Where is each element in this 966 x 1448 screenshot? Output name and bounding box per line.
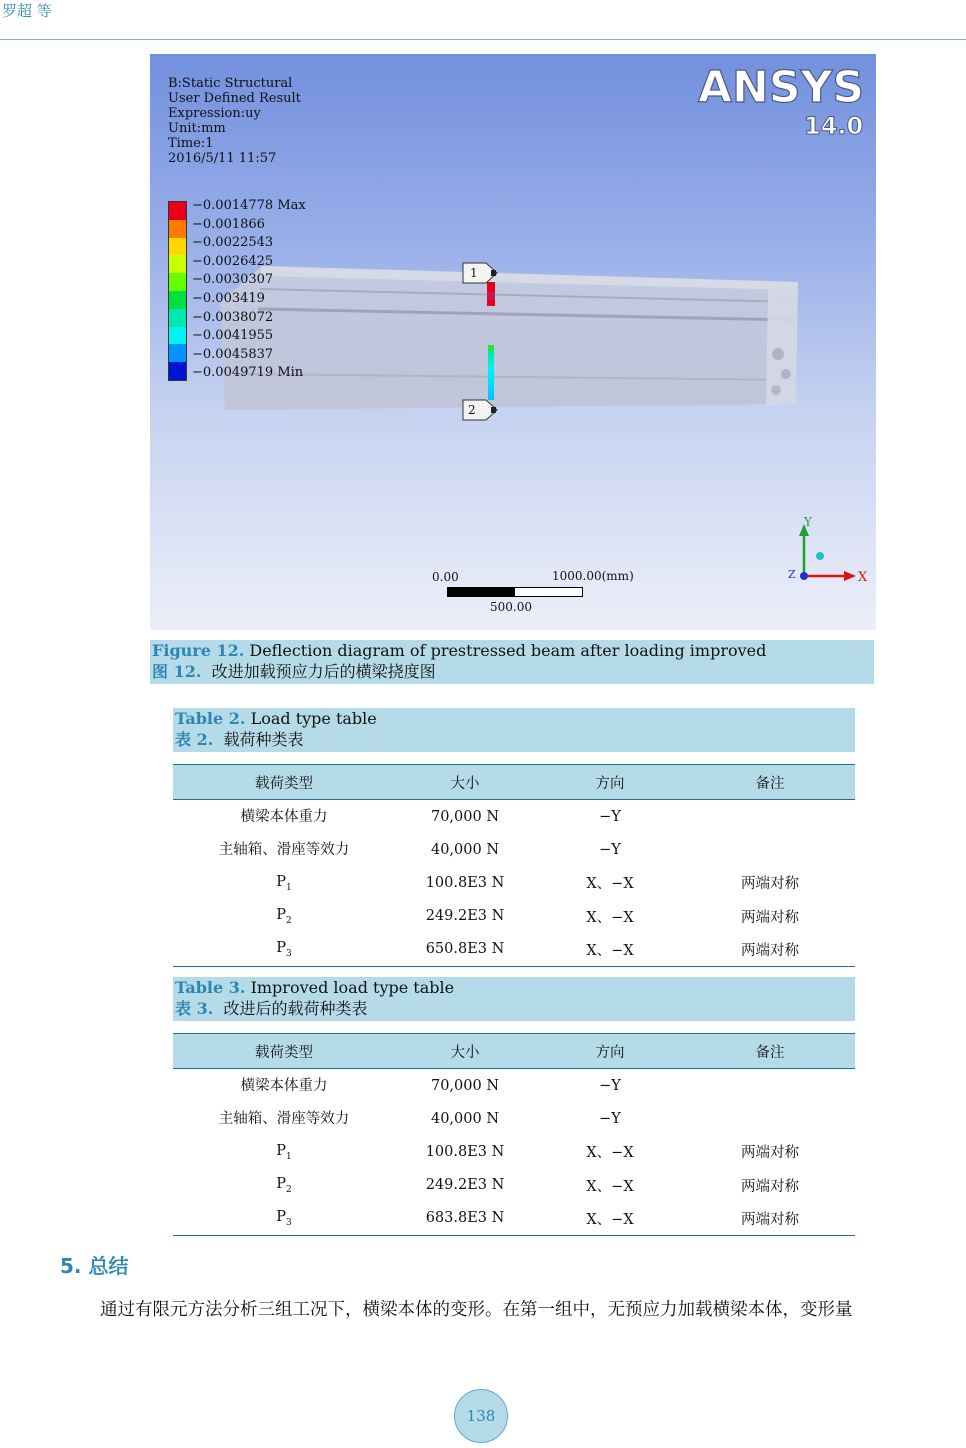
cell-type: $P_3$ bbox=[173, 933, 395, 967]
table3-caption-cn: 改进后的载荷种类表 bbox=[223, 999, 368, 1018]
cell-size: 100.8E3 N bbox=[425, 874, 505, 891]
table-row bbox=[173, 833, 855, 866]
figure-caption-cn: 改进加载预应力后的横梁挠度图 bbox=[211, 662, 436, 681]
probe-number-1: 1 bbox=[470, 266, 478, 280]
table2 bbox=[173, 764, 855, 967]
figure-label-cn: 图 12. bbox=[152, 662, 202, 681]
ansys-version: 14.0 bbox=[804, 112, 864, 140]
cell-size: 100.8E3 N bbox=[425, 1143, 505, 1160]
section-title: 5. 总结 bbox=[60, 1254, 129, 1278]
legend-swatch bbox=[169, 238, 186, 256]
table2-caption-en: Load type table bbox=[250, 709, 377, 728]
scale-mid-label: 500.00 bbox=[490, 600, 532, 614]
legend-swatch bbox=[169, 255, 186, 273]
legend-label: −0.0030307 bbox=[192, 272, 274, 288]
axis-x-label: X bbox=[858, 570, 868, 585]
cell-direction: −Y bbox=[599, 841, 621, 858]
cell-note bbox=[685, 1069, 855, 1103]
cell-size: 683.8E3 N bbox=[395, 1202, 535, 1236]
table2-header-row bbox=[173, 765, 855, 800]
table-row bbox=[173, 1069, 855, 1103]
running-head-authors: 罗超 等 bbox=[2, 2, 52, 20]
cell-note: 两端对称 bbox=[741, 1178, 799, 1195]
info-analysis: B:Static Structural bbox=[168, 76, 293, 91]
cell-size: 249.2E3 N bbox=[425, 908, 505, 925]
info-result: User Defined Result bbox=[168, 91, 301, 106]
scale-left-label: 0.00 bbox=[432, 570, 459, 584]
cell-type: $P_3$ bbox=[173, 1202, 395, 1236]
cell-direction: X、−X bbox=[535, 1202, 685, 1236]
cell-type: 主轴箱、滑座等效力 bbox=[218, 842, 350, 859]
table3-caption-en: Improved load type table bbox=[250, 978, 455, 997]
legend-swatch bbox=[169, 309, 186, 327]
table3 bbox=[173, 1033, 855, 1236]
cell-type: 横梁本体重力 bbox=[240, 1078, 328, 1095]
legend-label: −0.0038072 bbox=[192, 309, 274, 325]
cell-size: 70,000 N bbox=[430, 1077, 500, 1094]
table-row bbox=[173, 1202, 855, 1236]
info-expression: Expression:uy bbox=[168, 106, 261, 121]
table-row bbox=[173, 1169, 855, 1202]
cell-type: $P_1$ bbox=[276, 1142, 292, 1162]
figure-label-en: Figure 12. bbox=[152, 641, 245, 660]
cell-note: 两端对称 bbox=[741, 909, 799, 926]
info-unit: Unit:mm bbox=[168, 121, 226, 136]
info-time: Time:1 bbox=[168, 136, 214, 151]
legend-label: −0.0026425 bbox=[192, 253, 274, 269]
cell-size: 70,000 N bbox=[430, 808, 500, 825]
ansys-logo-text: ANSYS bbox=[698, 62, 865, 113]
legend-swatch bbox=[169, 344, 186, 362]
cell-direction: X、−X bbox=[586, 909, 634, 926]
cell-note bbox=[685, 1102, 855, 1135]
cell-note bbox=[685, 833, 855, 866]
table2-header-note: 备注 bbox=[685, 765, 855, 800]
table3-label-en: Table 3. bbox=[175, 978, 246, 997]
cell-note bbox=[685, 800, 855, 834]
probe-number-2: 2 bbox=[468, 403, 476, 417]
legend-swatch bbox=[169, 291, 186, 309]
ansys-deflection-figure bbox=[150, 54, 876, 630]
info-date: 2016/5/11 11:57 bbox=[168, 151, 277, 166]
legend-swatch bbox=[169, 202, 186, 220]
table-row bbox=[173, 933, 855, 967]
scale-right-label: 1000.00(mm) bbox=[552, 569, 634, 583]
table3-caption bbox=[173, 977, 855, 1021]
body-paragraph: 通过有限元方法分析三组工况下，横梁本体的变形。在第一组中，无预应力加载横梁本体，变形量 bbox=[100, 1300, 853, 1320]
legend-label: −0.0014778 Max bbox=[192, 198, 306, 213]
legend-swatch bbox=[169, 273, 186, 291]
table2-header-type: 载荷类型 bbox=[173, 765, 395, 800]
legend-swatch bbox=[169, 362, 186, 380]
cell-note: 两端对称 bbox=[741, 1145, 799, 1162]
table-row bbox=[173, 866, 855, 899]
figure-caption bbox=[150, 640, 874, 684]
table3-label-cn: 表 3. bbox=[175, 999, 214, 1018]
cell-size: 249.2E3 N bbox=[425, 1177, 505, 1194]
table3-header-type: 载荷类型 bbox=[173, 1034, 395, 1069]
cell-size: 650.8E3 N bbox=[395, 933, 535, 967]
table2-label-en: Table 2. bbox=[175, 709, 246, 728]
cell-type: 横梁本体重力 bbox=[240, 809, 328, 826]
cell-direction: −Y bbox=[599, 808, 621, 825]
legend-label: −0.001866 bbox=[192, 216, 265, 232]
figure-caption-en: Deflection diagram of prestressed beam after loading improved bbox=[249, 641, 767, 660]
cell-direction: X、−X bbox=[586, 1178, 634, 1195]
page-number: 138 bbox=[454, 1389, 508, 1443]
cell-note: 两端对称 bbox=[685, 1202, 855, 1236]
ansys-logo bbox=[696, 58, 866, 140]
cell-direction: −Y bbox=[599, 1110, 621, 1127]
legend-label: −0.0045837 bbox=[192, 346, 274, 362]
header-rule bbox=[0, 39, 966, 40]
table2-header-size: 大小 bbox=[395, 765, 535, 800]
cell-type: $P_2$ bbox=[276, 906, 292, 926]
table3-header-row bbox=[173, 1034, 855, 1069]
cell-size: 40,000 N bbox=[430, 841, 500, 858]
cell-direction: −Y bbox=[599, 1077, 621, 1094]
table-row bbox=[173, 900, 855, 933]
cell-direction: X、−X bbox=[586, 1145, 634, 1162]
result-info bbox=[168, 76, 301, 166]
table2-caption bbox=[173, 708, 855, 752]
scale-bar bbox=[447, 587, 583, 597]
cell-direction: X、−X bbox=[586, 876, 634, 893]
legend-color-bar bbox=[168, 201, 187, 381]
table-row bbox=[173, 1135, 855, 1168]
axis-triad bbox=[780, 514, 870, 594]
cell-type: 主轴箱、滑座等效力 bbox=[218, 1111, 350, 1128]
probe-label-1 bbox=[462, 262, 498, 284]
legend-label: −0.0049719 Min bbox=[192, 365, 304, 381]
legend-label: −0.003419 bbox=[192, 291, 265, 306]
table2-label-cn: 表 2. bbox=[175, 730, 214, 749]
table3-header-note: 备注 bbox=[685, 1034, 855, 1069]
cell-direction: X、−X bbox=[535, 933, 685, 967]
legend-label: −0.0022543 bbox=[192, 235, 274, 251]
cell-note: 两端对称 bbox=[741, 876, 799, 893]
cell-type: $P_1$ bbox=[276, 873, 292, 893]
table-row bbox=[173, 1102, 855, 1135]
table-row bbox=[173, 800, 855, 834]
table2-header-direction: 方向 bbox=[535, 765, 685, 800]
cell-note: 两端对称 bbox=[685, 933, 855, 967]
axis-z-label: Z bbox=[788, 568, 796, 581]
legend-swatch bbox=[169, 327, 186, 345]
cell-size: 40,000 N bbox=[430, 1110, 500, 1127]
axis-y-label: Y bbox=[804, 515, 812, 529]
legend-label: −0.0041955 bbox=[192, 328, 274, 344]
table3-header-direction: 方向 bbox=[535, 1034, 685, 1069]
table3-header-size: 大小 bbox=[395, 1034, 535, 1069]
cell-type: $P_2$ bbox=[276, 1175, 292, 1195]
legend-swatch bbox=[169, 220, 186, 238]
table2-caption-cn: 载荷种类表 bbox=[223, 730, 304, 749]
